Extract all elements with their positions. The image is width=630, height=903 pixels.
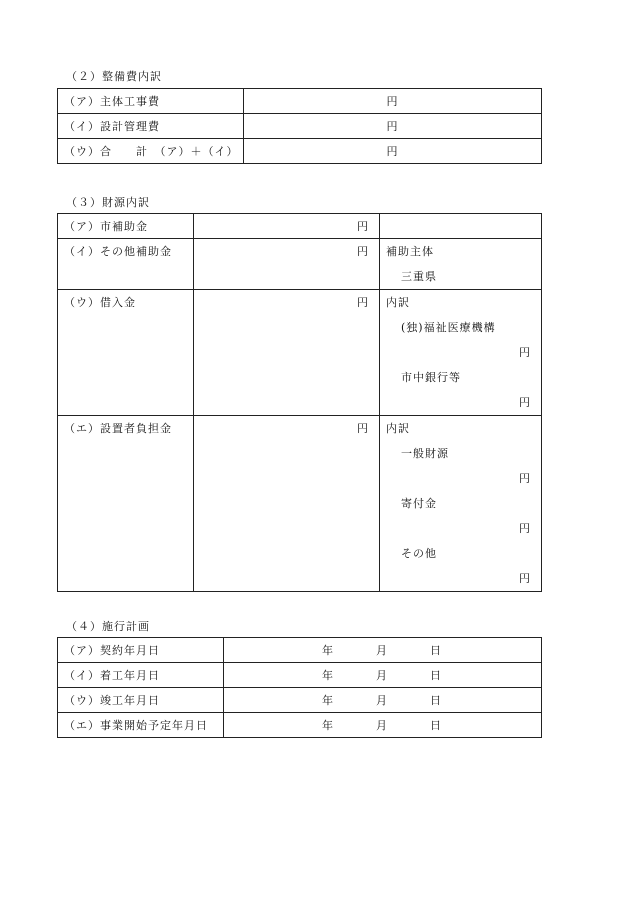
month-unit: 月 — [376, 694, 388, 707]
section2-heading: （２）整備費内訳 — [66, 70, 162, 83]
owner-item-unit: 円 — [519, 472, 531, 485]
loan-item-unit: 円 — [519, 396, 531, 409]
design-management-cost-label: （イ）設計管理費 — [58, 114, 244, 139]
section3-heading: （３）財源内訳 — [66, 196, 150, 209]
total-cost-unit: 円 — [244, 139, 542, 164]
main-construction-cost-unit: 円 — [244, 89, 542, 114]
year-unit: 年 — [322, 694, 334, 707]
start-date-label: （イ）着工年月日 — [58, 663, 224, 688]
other-subsidy-label: （イ）その他補助金 — [58, 239, 194, 290]
year-unit: 年 — [322, 644, 334, 657]
loan-breakdown — [380, 290, 542, 416]
construction-schedule-table — [57, 637, 542, 738]
owner-item-name: その他 — [401, 547, 437, 560]
maintenance-cost-table — [57, 88, 542, 164]
year-unit: 年 — [322, 719, 334, 732]
owner-item-name: 一般財源 — [401, 447, 449, 460]
business-start-date-label: （エ）事業開始予定年月日 — [58, 713, 224, 738]
owner-item-unit: 円 — [519, 572, 531, 585]
city-subsidy-label: （ア）市補助金 — [58, 214, 194, 239]
day-unit: 日 — [430, 694, 442, 707]
loan-label: （ウ）借入金 — [58, 290, 194, 416]
subsidy-provider-title: 補助主体 — [386, 245, 434, 258]
city-subsidy-note — [380, 214, 542, 239]
business-start-date-value — [224, 713, 542, 738]
other-subsidy-unit: 円 — [194, 239, 380, 290]
main-construction-cost-label: （ア）主体工事費 — [58, 89, 244, 114]
other-subsidy-note — [380, 239, 542, 290]
funding-table — [57, 213, 542, 592]
loan-breakdown-title: 内訳 — [386, 296, 410, 309]
total-cost-label: （ウ）合 計 （ア）＋（イ） — [58, 139, 244, 164]
day-unit: 日 — [430, 669, 442, 682]
owner-breakdown-title: 内訳 — [386, 422, 410, 435]
year-unit: 年 — [322, 669, 334, 682]
day-unit: 日 — [430, 644, 442, 657]
owner-contribution-breakdown — [380, 416, 542, 592]
section4-heading: （４）施行計画 — [66, 620, 150, 633]
loan-item-name: 市中銀行等 — [401, 371, 461, 384]
contract-date-label: （ア）契約年月日 — [58, 638, 224, 663]
start-date-value — [224, 663, 542, 688]
month-unit: 月 — [376, 719, 388, 732]
day-unit: 日 — [430, 719, 442, 732]
owner-item-unit: 円 — [519, 522, 531, 535]
month-unit: 月 — [376, 644, 388, 657]
loan-unit: 円 — [194, 290, 380, 416]
completion-date-value — [224, 688, 542, 713]
owner-item-name: 寄付金 — [401, 497, 437, 510]
city-subsidy-unit: 円 — [194, 214, 380, 239]
contract-date-value — [224, 638, 542, 663]
owner-contribution-unit: 円 — [194, 416, 380, 592]
design-management-cost-unit: 円 — [244, 114, 542, 139]
completion-date-label: （ウ）竣工年月日 — [58, 688, 224, 713]
subsidy-provider-value: 三重県 — [401, 270, 437, 283]
loan-item-unit: 円 — [519, 346, 531, 359]
month-unit: 月 — [376, 669, 388, 682]
owner-contribution-label: （エ）設置者負担金 — [58, 416, 194, 592]
loan-item-name: (独)福祉医療機構 — [401, 321, 496, 334]
